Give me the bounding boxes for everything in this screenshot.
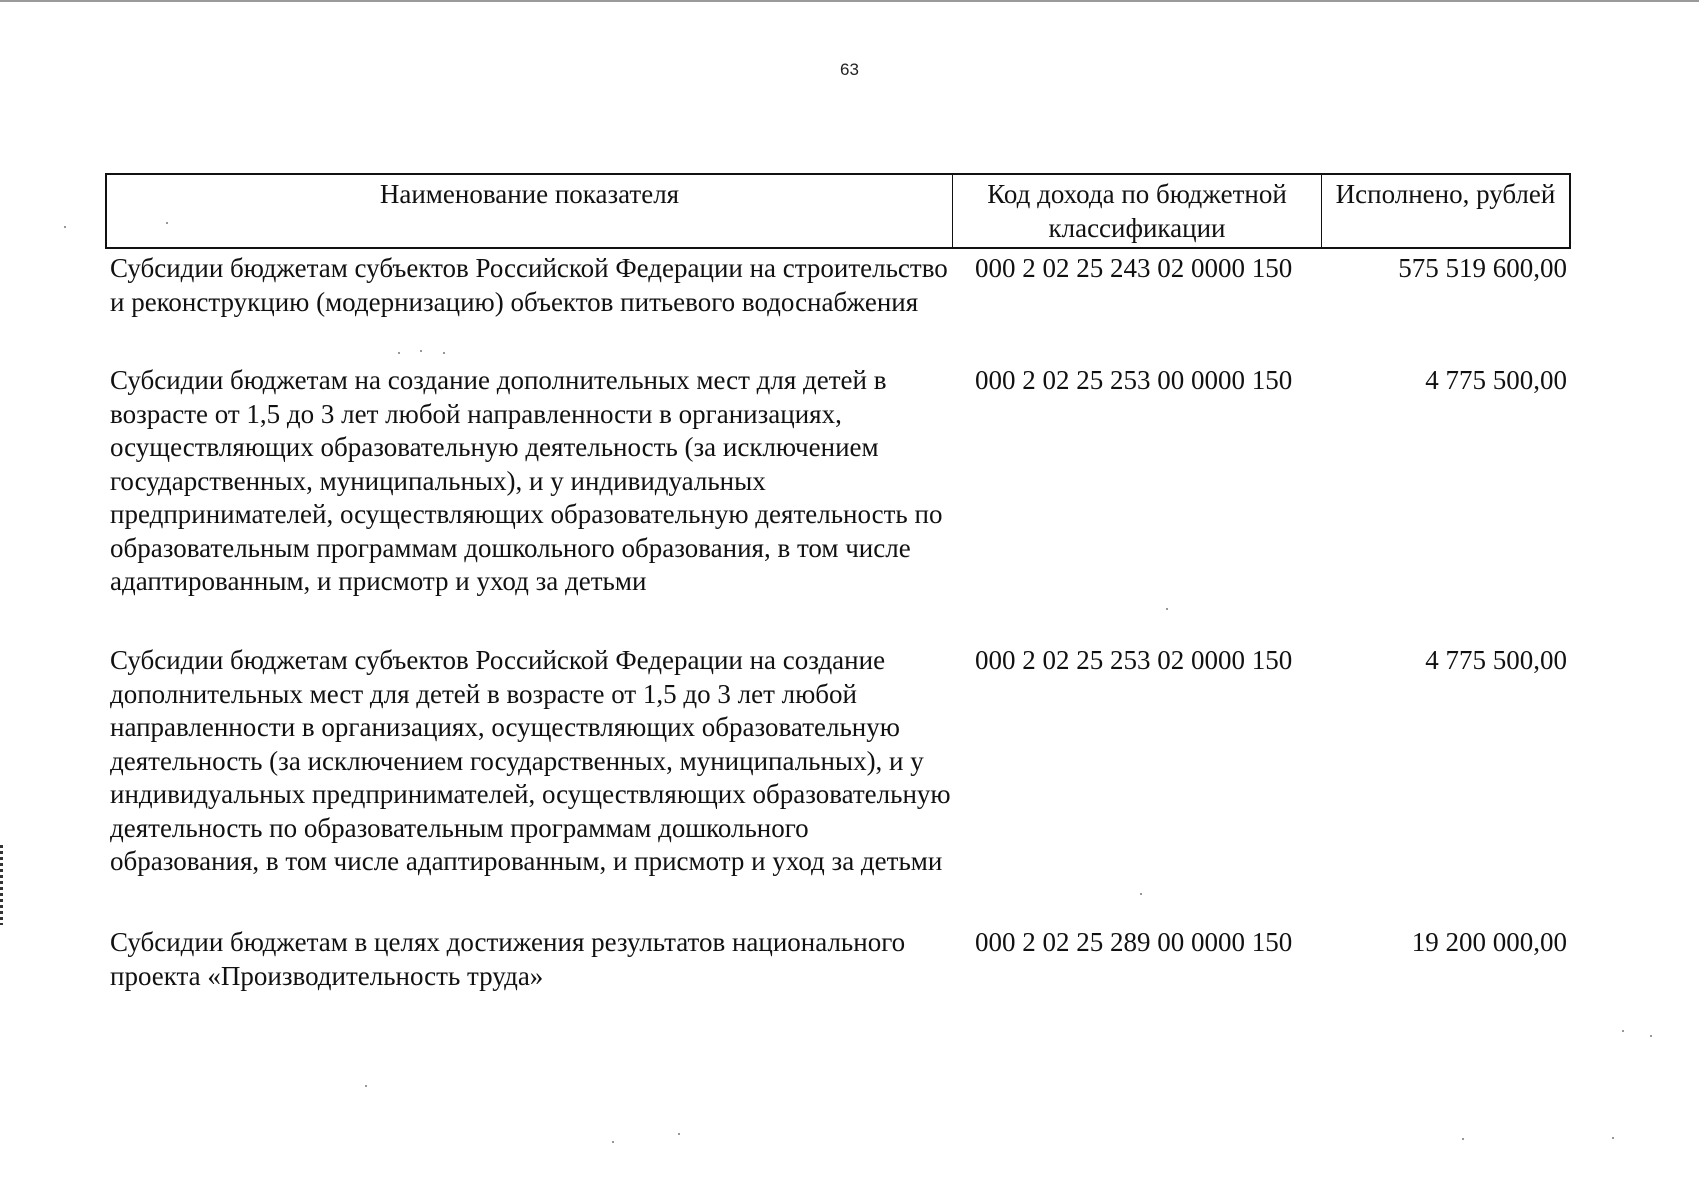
scan-speck <box>365 1085 367 1087</box>
row-amount: 575 519 600,00 <box>1398 253 1567 283</box>
row-code: 000 2 02 25 253 00 0000 150 <box>975 365 1293 395</box>
row-code: 000 2 02 25 243 02 0000 150 <box>975 253 1293 283</box>
row-amount: 19 200 000,00 <box>1411 927 1567 957</box>
row-amount: 4 775 500,00 <box>1425 365 1567 395</box>
scan-speck <box>612 1141 614 1143</box>
scan-speck <box>1650 1035 1652 1037</box>
row-code: 000 2 02 25 289 00 0000 150 <box>975 927 1293 957</box>
scan-speck <box>1462 1138 1464 1140</box>
row-name: Субсидии бюджетам в целях достижения результатов национального проекта «Производительность труда» <box>110 927 906 991</box>
table-header <box>105 173 1571 249</box>
scan-speck <box>1622 1030 1624 1032</box>
header-amount: Исполнено, рублей <box>1335 179 1556 209</box>
row-code: 000 2 02 25 253 02 0000 150 <box>975 645 1293 675</box>
scan-speck <box>420 350 422 352</box>
scan-speck <box>443 352 445 354</box>
scan-speck <box>1140 893 1142 895</box>
scan-speck <box>678 1133 680 1135</box>
header-code: Код дохода по бюджетной классификации <box>953 175 1322 247</box>
scan-speck <box>166 222 168 224</box>
scan-speck <box>64 226 66 228</box>
row-name: Субсидии бюджетам субъектов Российской Федерации на создание дополнительных мест для детей в возрасте от 1,5 до 3 лет любой направленности в организациях, осуществляющих образовательную деятельность (за исключением государственных, муниципальных), и у индивидуальных предпринимателей, осуществляющих образовательную деятельность по образовательным программам дошкольного образования, в том числе адаптированным, и присмотр и уход за детьми <box>110 645 951 876</box>
scan-speck <box>398 352 400 354</box>
scan-speck <box>1166 608 1168 610</box>
page-number: 63 <box>840 60 859 79</box>
scan-top-edge <box>0 0 1699 2</box>
header-name: Наименование показателя <box>107 175 953 247</box>
scan-edge-mark <box>0 845 3 925</box>
row-name: Субсидии бюджетам субъектов Российской Федерации на строительство и реконструкцию (модернизацию) объектов питьевого водоснабжения <box>110 253 948 317</box>
row-name: Субсидии бюджетам на создание дополнительных мест для детей в возрасте от 1,5 до 3 лет любой направленности в организациях, осуществляющих образовательную деятельность (за исключением государственных, муниципальных), и у индивидуальных предпринимателей, осуществляющих образовательную деятельность по образовательным программам дошкольного образования, в том числе адаптированным, и присмотр и уход за детьми <box>110 365 943 596</box>
scan-speck <box>1612 1137 1614 1139</box>
row-amount: 4 775 500,00 <box>1425 645 1567 675</box>
